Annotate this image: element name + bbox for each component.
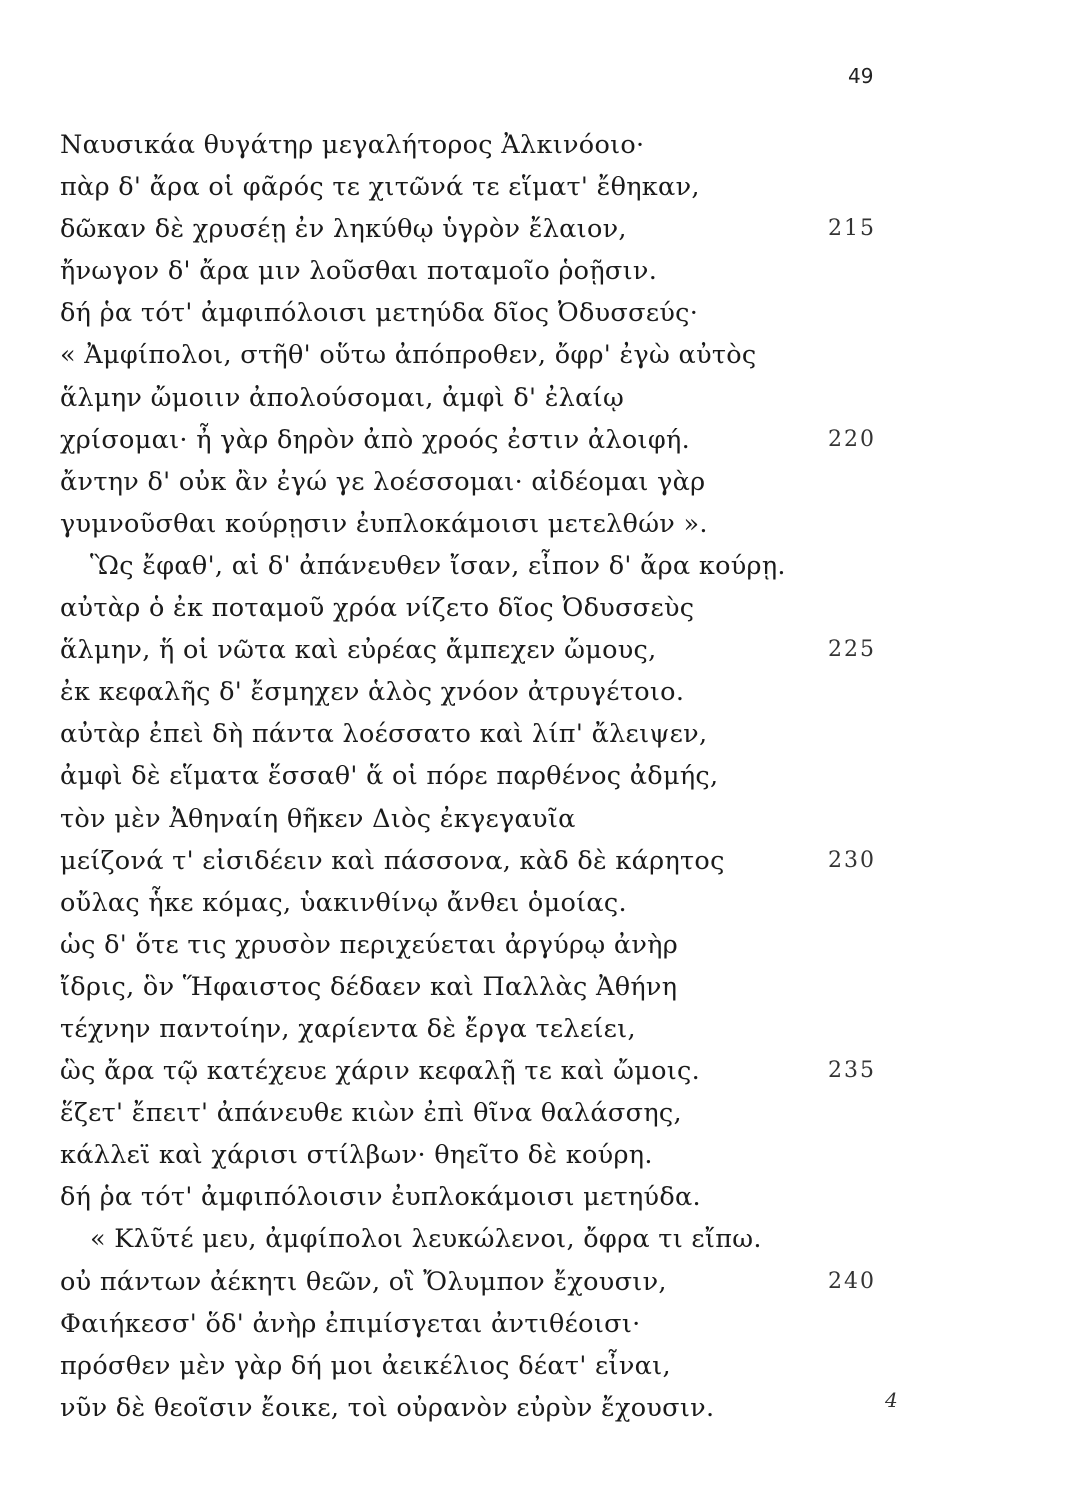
verse-text: δῶκαν δὲ χρυσέῃ ἐν ληκύθῳ ὑγρὸν ἔλαιον, <box>60 214 627 245</box>
verse-text: οὔλας ἧκε κόμας, ὑακινθίνῳ ἄνθει ὁμοίας. <box>60 887 627 918</box>
verse-text: « Κλῦτέ μευ, ἀμφίπολοι λευκώλενοι, ὄφρα τι εἴπω. <box>90 1224 762 1255</box>
verse-text: κάλλεϊ καὶ χάρισι στίλβων· θηεῖτο δὲ κούρη. <box>60 1140 653 1171</box>
verse-text: Ὣς ἔφαθ', αἱ δ' ἀπάνευθεν ἴσαν, εἶπον δ' ἄρα κούρῃ. <box>90 550 786 581</box>
verse-text: γυμνοῦσθαι κούρῃσιν ἐυπλοκάμοισι μετελθών ». <box>60 508 708 539</box>
verse-text: οὐ πάντων ἀέκητι θεῶν, οἳ Ὄλυμπον ἔχουσιν, <box>60 1266 667 1297</box>
verse-line <box>0 1387 1086 1429</box>
verse-text: πρόσθεν μὲν γὰρ δή μοι ἀεικέλιος δέατ' εἶναι, <box>60 1350 671 1381</box>
verse-line <box>0 419 1086 461</box>
verse-line <box>0 629 1086 671</box>
verse-line <box>0 1134 1086 1176</box>
verse-line <box>0 1218 1086 1260</box>
line-number: 240 <box>828 1268 876 1294</box>
line-number: 230 <box>828 847 876 873</box>
verse-line <box>0 755 1086 797</box>
verse-line <box>0 503 1086 545</box>
line-number: 225 <box>828 637 876 663</box>
verse-line <box>0 1303 1086 1345</box>
verse-text: ὣς ἄρα τῷ κατέχευε χάριν κεφαλῇ τε καὶ ὤμοις. <box>60 1056 701 1087</box>
verse-line <box>0 587 1086 629</box>
verse-text: πὰρ δ' ἄρα οἱ φᾶρός τε χιτῶνά τε εἵματ' ἔθηκαν, <box>60 172 700 203</box>
verse-text: χρίσομαι· ἦ γὰρ δηρὸν ἀπὸ χροός ἐστιν ἀλοιφή. <box>60 424 690 455</box>
verse-text: μείζονά τ' εἰσιδέειν καὶ πάσσονα, κὰδ δὲ κάρητος <box>60 845 725 876</box>
verse-line <box>0 292 1086 334</box>
verse-line <box>0 882 1086 924</box>
verse-line <box>0 966 1086 1008</box>
page-number: 49 <box>848 64 874 88</box>
verse-text: Ναυσικάα θυγάτηρ μεγαλήτορος Ἀλκινόοιο· <box>60 130 645 160</box>
verse-text: ἤνωγον δ' ἄρα μιν λοῦσθαι ποταμοῖο ῥοῇσιν. <box>60 256 658 287</box>
verse-line <box>0 1176 1086 1218</box>
verse-line <box>0 250 1086 292</box>
verse-text: αὐτὰρ ἐπεὶ δὴ πάντα λοέσσατο καὶ λίπ' ἄλειψεν, <box>60 719 708 750</box>
verse-text: ἄντην δ' οὐκ ἂν ἐγώ γε λοέσσομαι· αἰδέομαι γὰρ <box>60 466 706 497</box>
verse-text: ἕζετ' ἔπειτ' ἀπάνευθε κιὼν ἐπὶ θῖνα θαλάσσης, <box>60 1098 682 1129</box>
verse-text: νῦν δὲ θεοῖσιν ἔοικε, τοὶ οὐρανὸν εὐρὺν ἔχουσιν. <box>60 1392 715 1423</box>
verse-line <box>0 1345 1086 1387</box>
verse-line <box>0 377 1086 419</box>
verse-text: τὸν μὲν Ἀθηναίη θῆκεν Διὸς ἐκγεγαυῖα <box>60 803 576 834</box>
verse-text: ἅλμην ὤμοιιν ἀπολούσομαι, ἀμφὶ δ' ἐλαίῳ <box>60 382 625 413</box>
verse-text: τέχνην παντοίην, χαρίεντα δὲ ἔργα τελείει, <box>60 1013 636 1044</box>
line-number: 215 <box>828 216 876 242</box>
verse-line <box>0 461 1086 503</box>
verse-line <box>0 924 1086 966</box>
verse-line <box>0 840 1086 882</box>
line-number: 220 <box>828 426 876 452</box>
verse-text: δή ῥα τότ' ἀμφιπόλοισιν ἐυπλοκάμοισι μετηύδα. <box>60 1182 701 1213</box>
verse-text: ἅλμην, ἥ οἱ νῶτα καὶ εὐρέας ἄμπεχεν ὤμους, <box>60 635 657 666</box>
verse-text: αὐτὰρ ὁ ἐκ ποταμοῦ χρόα νίζετο δῖος Ὀδυσσεὺς <box>60 593 695 624</box>
verse-text: ὡς δ' ὅτε τις χρυσὸν περιχεύεται ἀργύρῳ ἀνὴρ <box>60 929 679 960</box>
verse-line <box>0 334 1086 376</box>
verse-text: « Ἀμφίπολοι, στῆθ' οὕτω ἀπόπροθεν, ὄφρ' ἐγὼ αὐτὸς <box>60 340 757 371</box>
verse-text: ἀμφὶ δὲ εἵματα ἕσσαθ' ἅ οἱ πόρε παρθένος ἀδμής, <box>60 761 719 792</box>
verse-line <box>0 713 1086 755</box>
verse-line <box>0 671 1086 713</box>
verse-line <box>0 208 1086 250</box>
verse-text: ἐκ κεφαλῆς δ' ἔσμηχεν ἁλὸς χνόον ἀτρυγέτοιο. <box>60 677 685 708</box>
verse-line <box>0 798 1086 840</box>
verse-line <box>0 1261 1086 1303</box>
verse-line <box>0 124 1086 166</box>
verse-text: δή ῥα τότ' ἀμφιπόλοισι μετηύδα δῖος Ὀδυσσεύς· <box>60 298 699 329</box>
signature-mark: 4 <box>885 1388 898 1412</box>
line-number: 235 <box>828 1058 876 1084</box>
verse-block <box>0 124 1086 1429</box>
verse-line <box>0 545 1086 587</box>
verse-text: ἴδρις, ὃν Ἥφαιστος δέδαεν καὶ Παλλὰς Ἀθήνη <box>60 971 678 1002</box>
verse-line <box>0 1092 1086 1134</box>
verse-line <box>0 166 1086 208</box>
verse-text: Φαιήκεσσ' ὅδ' ἀνὴρ ἐπιμίσγεται ἀντιθέοισι· <box>60 1308 641 1339</box>
verse-line <box>0 1050 1086 1092</box>
verse-line <box>0 1008 1086 1050</box>
